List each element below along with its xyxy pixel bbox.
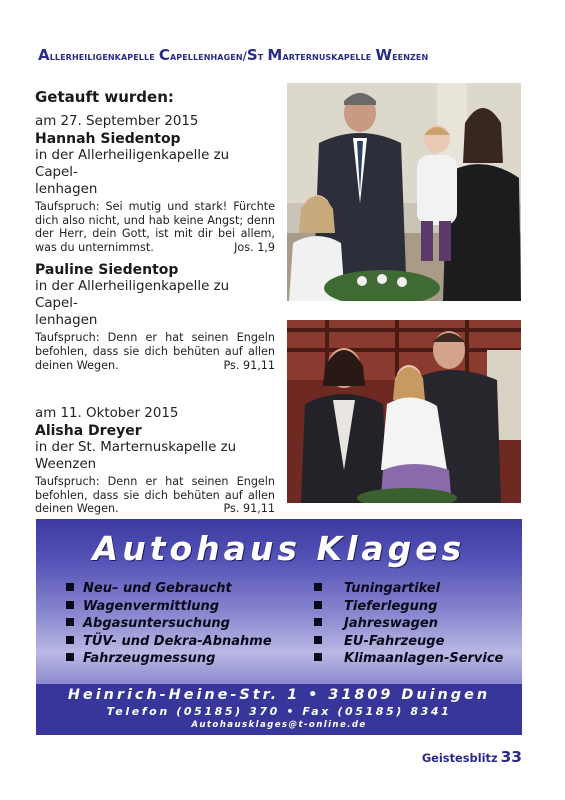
spacer bbox=[35, 380, 275, 404]
ad-email: Autohausklages@t-online.de bbox=[191, 720, 367, 730]
baptism-entry bbox=[35, 423, 275, 516]
ad-service-item: Wagenvermittlung bbox=[66, 598, 272, 616]
family-photo-1-image bbox=[287, 83, 521, 301]
ad-service-item: Jahreswagen bbox=[314, 615, 503, 633]
baptism-date: am 11. Oktober 2015 bbox=[35, 406, 179, 422]
ad-services-right bbox=[314, 580, 503, 668]
ad-services-left bbox=[66, 580, 272, 668]
baptism-column bbox=[35, 88, 275, 524]
chapel-place: in der Allerheiligenkapelle zu Capel- lenhagen bbox=[35, 279, 230, 329]
bullet-square-icon bbox=[314, 618, 322, 626]
page-number: 33 bbox=[500, 748, 522, 766]
chapel-place: in der Allerheiligenkapelle zu Capel- lenhagen bbox=[35, 148, 230, 197]
family-photo-2-image bbox=[287, 320, 521, 503]
ad-title: Autohaus Klages bbox=[92, 529, 466, 568]
ad-service-item: Tieferlegung bbox=[314, 598, 503, 616]
bullet-square-icon bbox=[66, 636, 74, 644]
magazine-name: Geistesblitz bbox=[421, 751, 498, 765]
baptism-entry bbox=[35, 131, 275, 254]
page-header: Allerheiligenkapelle Capellenhagen/St Marternuskapelle Weenzen bbox=[38, 46, 429, 64]
ad-service-item: EU-Fahrzeuge bbox=[314, 633, 503, 651]
bullet-square-icon bbox=[314, 636, 322, 644]
baptism-date: am 27. September 2015 bbox=[35, 114, 199, 129]
ad-phone-fax: Telefon (05185) 370 • Fax (05185) 8341 bbox=[106, 705, 452, 718]
ad-address: Heinrich-Heine-Str. 1 • 31809 Duingen bbox=[67, 687, 491, 703]
child-name: Hannah Siedentop bbox=[35, 131, 181, 147]
family-photo-1 bbox=[287, 83, 521, 301]
autohaus-advertisement bbox=[36, 519, 522, 735]
bullet-square-icon bbox=[314, 583, 322, 591]
verse-reference: Jos. 1,9 bbox=[234, 240, 275, 254]
ad-service-item: Klimaanlagen-Service bbox=[314, 650, 503, 668]
ad-service-item: Neu– und Gebraucht bbox=[66, 580, 272, 598]
baptism-verse: Taufspruch: Denn er hat seinen Engeln befohlen, dass sie dich behüten auf allen deinen Wegen. Ps. 91,11 bbox=[35, 331, 275, 372]
bullet-square-icon bbox=[314, 601, 322, 609]
bullet-square-icon bbox=[66, 653, 74, 661]
chapel-place: in der St. Marternuskapelle zu Weenzen bbox=[35, 440, 237, 473]
baptism-verse: Taufspruch: Denn er hat seinen Engeln befohlen, dass sie dich behüten auf allen deinen Wegen. Ps. 91,11 bbox=[35, 475, 275, 516]
bullet-square-icon bbox=[66, 583, 74, 591]
bullet-square-icon bbox=[66, 601, 74, 609]
ad-service-item: Fahrzeugmessung bbox=[66, 650, 272, 668]
baptism-entry bbox=[35, 262, 275, 372]
verse-reference: Ps. 91,11 bbox=[223, 358, 275, 372]
child-name: Pauline Siedentop bbox=[35, 262, 179, 279]
ad-service-item: TÜV- und Dekra-Abnahme bbox=[66, 633, 272, 651]
baptism-verse: Taufspruch: Sei mutig und stark! Fürchte dich also nicht, und hab keine Angst; denn der Herr, dein Gott, ist mit dir bei allem, was du unternimmst. Jos. 1,9 bbox=[35, 200, 275, 254]
page-footer bbox=[422, 747, 522, 766]
child-name: Alisha Dreyer bbox=[35, 423, 142, 440]
baptism-heading: Getauft wurden: bbox=[35, 88, 174, 106]
bullet-square-icon bbox=[66, 618, 74, 626]
family-photo-2 bbox=[287, 320, 521, 503]
bullet-square-icon bbox=[314, 653, 322, 661]
verse-reference: Ps. 91,11 bbox=[223, 502, 275, 516]
ad-service-item: Abgasuntersuchung bbox=[66, 615, 272, 633]
ad-service-item: Tuningartikel bbox=[314, 580, 503, 598]
